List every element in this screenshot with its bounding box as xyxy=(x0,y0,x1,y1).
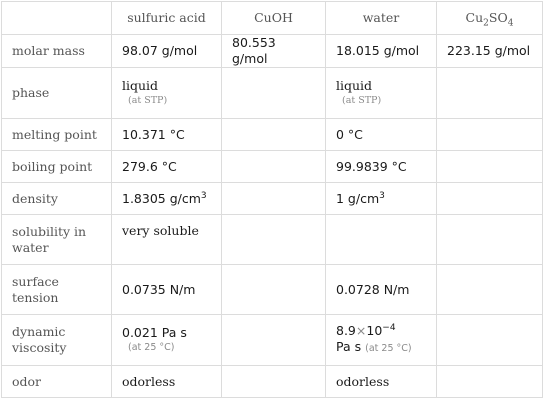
cell-value: 10.371 °C xyxy=(112,119,222,151)
empty-cell xyxy=(222,315,326,366)
cell-value: $8.9\times 10^{-4}$ Pa s (at 25 °C) xyxy=(326,315,437,366)
col-header-sulfuric-acid: sulfuric acid xyxy=(112,2,222,35)
empty-cell xyxy=(437,151,543,183)
row-label-solubility: solubility in water xyxy=(2,215,112,265)
empty-cell xyxy=(437,215,543,265)
header-row xyxy=(2,2,543,35)
row-label-phase: phase xyxy=(2,68,112,119)
empty-cell xyxy=(222,68,326,119)
empty-cell xyxy=(222,151,326,183)
empty-cell xyxy=(437,366,543,398)
table-row xyxy=(2,265,543,315)
cell-value: 80.553 g/mol xyxy=(222,35,326,68)
empty-cell xyxy=(222,366,326,398)
cell-value: 1.8305 $g/cm^3$ xyxy=(112,183,222,215)
empty-cell xyxy=(437,119,543,151)
corner-cell xyxy=(2,2,112,35)
cell-value: 0 °C xyxy=(326,119,437,151)
empty-cell xyxy=(437,265,543,315)
empty-cell xyxy=(437,183,543,215)
table-row xyxy=(2,315,543,366)
table-row xyxy=(2,183,543,215)
empty-cell xyxy=(437,315,543,366)
empty-cell xyxy=(437,68,543,119)
table-row xyxy=(2,68,543,119)
cell-value: odorless xyxy=(112,366,222,398)
condition-note: (at 25 °C) xyxy=(365,343,412,354)
row-label-density: density xyxy=(2,183,112,215)
table-row xyxy=(2,215,543,265)
row-label-molar-mass: molar mass xyxy=(2,35,112,68)
table-row xyxy=(2,119,543,151)
cell-value: 99.9839 °C xyxy=(326,151,437,183)
cell-value: liquid (at STP) xyxy=(326,68,437,119)
cell-value: 0.0728 N/m xyxy=(326,265,437,315)
row-label-dynamic-viscosity: dynamic viscosity xyxy=(2,315,112,366)
col-header-water: water xyxy=(326,2,437,35)
cell-value: 0.0735 N/m xyxy=(112,265,222,315)
cell-value: 0.021 Pa s (at 25 °C) xyxy=(112,315,222,366)
empty-cell xyxy=(222,183,326,215)
cell-value: very soluble xyxy=(112,215,222,265)
cell-value: 18.015 g/mol xyxy=(326,35,437,68)
row-label-surface-tension: surface tension xyxy=(2,265,112,315)
properties-table xyxy=(1,1,543,398)
empty-cell xyxy=(222,119,326,151)
empty-cell xyxy=(222,215,326,265)
condition-note: (at 25 °C) xyxy=(128,342,175,353)
col-header-cu2so4: $Cu_2SO_4$ xyxy=(437,2,543,35)
condition-note: (at STP) xyxy=(128,95,168,106)
row-label-boiling-point: boiling point xyxy=(2,151,112,183)
empty-cell xyxy=(222,265,326,315)
cell-value: 223.15 g/mol xyxy=(437,35,543,68)
table-row xyxy=(2,366,543,398)
cell-value: 1 $g/cm^3$ xyxy=(326,183,437,215)
cell-value: 98.07 g/mol xyxy=(112,35,222,68)
row-label-melting-point: melting point xyxy=(2,119,112,151)
condition-note: (at STP) xyxy=(342,95,382,106)
table-row xyxy=(2,151,543,183)
cell-value: liquid (at STP) xyxy=(112,68,222,119)
empty-cell xyxy=(326,215,437,265)
cell-value: odorless xyxy=(326,366,437,398)
cell-value: 279.6 °C xyxy=(112,151,222,183)
table-row xyxy=(2,35,543,68)
row-label-odor: odor xyxy=(2,366,112,398)
col-header-cuoh: CuOH xyxy=(222,2,326,35)
